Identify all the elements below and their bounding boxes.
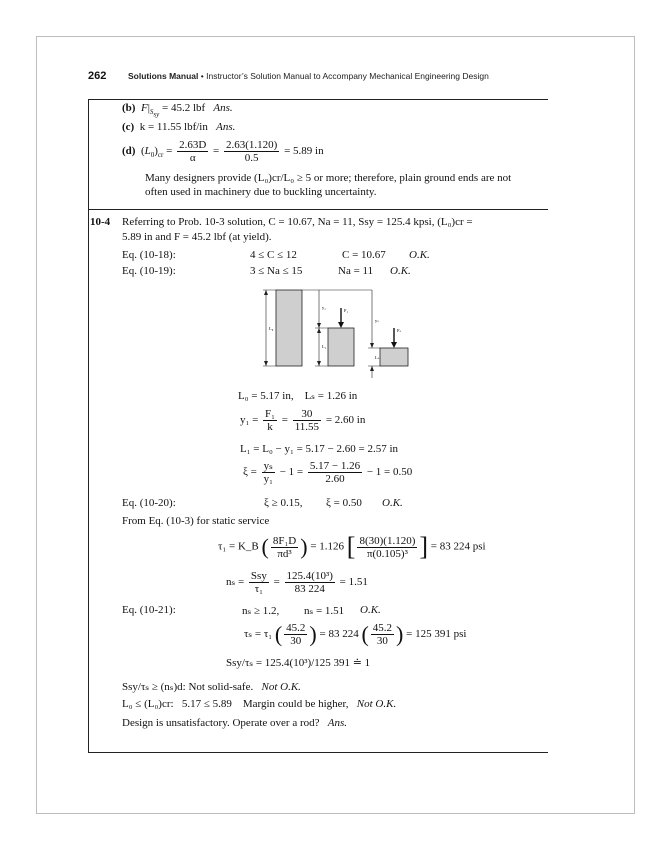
label-Fs: Fₛ (397, 328, 402, 333)
label-F1: F₁ (344, 308, 349, 313)
eq18-value: C = 10.67 (342, 249, 386, 261)
eq20-value: ξ = 0.50 (326, 497, 362, 509)
label-L0: L₀ (269, 326, 274, 331)
spring-length-diagram (258, 286, 418, 384)
eq18-label: Eq. (10-18): (122, 249, 176, 261)
solid-block (380, 348, 408, 366)
label-Ls: Lₛ (375, 355, 380, 360)
ratio-line: Ssy/τₛ = 125.4(10³)/125 391 ≐ 1 (226, 657, 371, 669)
eq21-value: nₛ = 1.51 (304, 605, 345, 617)
eq18-range: 4 ≤ C ≤ 12 (250, 249, 297, 261)
bottom-rule (88, 752, 548, 753)
ns-equation: nₛ = $\frac{\text{Ssy}}{\text{τ₁}}$ = $\frac{\text{125.4(10³)}}{83 224}$ = 1.51 (226, 570, 368, 595)
label-ys: yₛ (375, 318, 379, 323)
intro-line-1: Referring to Prob. 10-3 solution, C = 10.67, Na = 11, Ssy = 125.4 kpsi, (L₀)cr = (122, 216, 473, 228)
solid-safe-line: Ssy/τₛ ≥ (nₛ)d: Not solid-safe. Not O.K. (122, 681, 301, 693)
eq18-ok: O.K. (409, 249, 430, 261)
eq20-label: Eq. (10-20): (122, 497, 176, 509)
intro-line-2: 5.89 in and F = 45.2 lbf (at yield). (122, 231, 272, 243)
l1-equation: L₁ = L₀ − y₁ = 5.17 − 2.60 = 2.57 in (240, 443, 399, 455)
eq19-label: Eq. (10-19): (122, 265, 176, 277)
eq21-label: Eq. (10-21): (122, 604, 176, 616)
eq20-ok: O.K. (382, 497, 403, 509)
left-rule (88, 99, 89, 752)
problem-number: 10-4 (90, 216, 111, 228)
conclusion-line: Design is unsatisfactory. Operate over a rod? Ans. (122, 717, 348, 729)
y1-equation: y₁ = $\frac{\text{F₁}}{k}$ = $\frac{30}{11.55}$ = 2.60 in (240, 408, 366, 433)
part-d: (d) $(L_0)_{cr}$ = $\frac{2.63D}{\alpha}$ = $\frac{2.63(1.120)}{0.5}$ = 5.89 in (122, 139, 324, 164)
l0-ls-line: L₀ = 5.17 in, Lₛ = 1.26 in (238, 390, 358, 402)
eq19-value: Na = 11 (338, 265, 374, 277)
label-L1: L₁ (322, 344, 327, 349)
page-number: 262 (88, 70, 107, 82)
xi-equation: ξ = $\frac{\text{yₛ}}{\text{y₁}}$ − 1 = $\frac{5.17 - 1.26}{2.60}$ − 1 = 0.50 (243, 460, 413, 485)
mid-rule (88, 209, 548, 210)
label-y1: y₁ (322, 305, 326, 310)
note-line-1: Many designers provide (L₀)cr/L₀ ≥ 5 or more; therefore, plain ground ends are not (145, 172, 512, 184)
eq19-range: 3 ≤ Na ≤ 15 (250, 265, 303, 277)
eq21-ok: O.K. (360, 604, 381, 616)
loaded-block (328, 328, 354, 366)
eq19-ok: O.K. (390, 265, 411, 277)
eq21-range: nₛ ≥ 1.2, (242, 605, 280, 617)
taus-equation: τₛ = τ₁ ( $\frac{45.2}{30}$ ) = 83 224 ( $\frac{45.2}{30}$ ) = 125 391 psi (244, 621, 467, 647)
note-line-2: often used in machinery due to buckling uncertainty. (145, 186, 377, 198)
running-header (128, 71, 489, 81)
part-c: (c) k = 11.55 lbf/in Ans. (122, 121, 236, 133)
header-subtitle: Instructor’s Solution Manual to Accompany Mechanical Engineering Design (206, 71, 489, 81)
eq20-range: ξ ≥ 0.15, (264, 497, 303, 509)
l0cr-line: L₀ ≤ (L₀)cr: 5.17 ≤ 5.89 Margin could be higher, Not O.K. (122, 698, 397, 710)
part-b: (b) $F|_{S_{sy}} = 45.2$ lbf Ans. (122, 102, 233, 119)
header-title: Solutions Manual (128, 71, 199, 81)
tau1-equation: τ₁ = K_B ( $\frac{\text{8F₁D}}{\text{πd³}}$ ) = 1.126 [ $\frac{8(30)(1.120)}{\text{π(0.105)³}}$ ] = 83 224 psi (218, 532, 486, 561)
top-rule (88, 99, 548, 100)
static-service-line: From Eq. (10-3) for static service (122, 515, 270, 527)
header-bullet: • (200, 71, 204, 81)
free-length-block (276, 290, 302, 366)
